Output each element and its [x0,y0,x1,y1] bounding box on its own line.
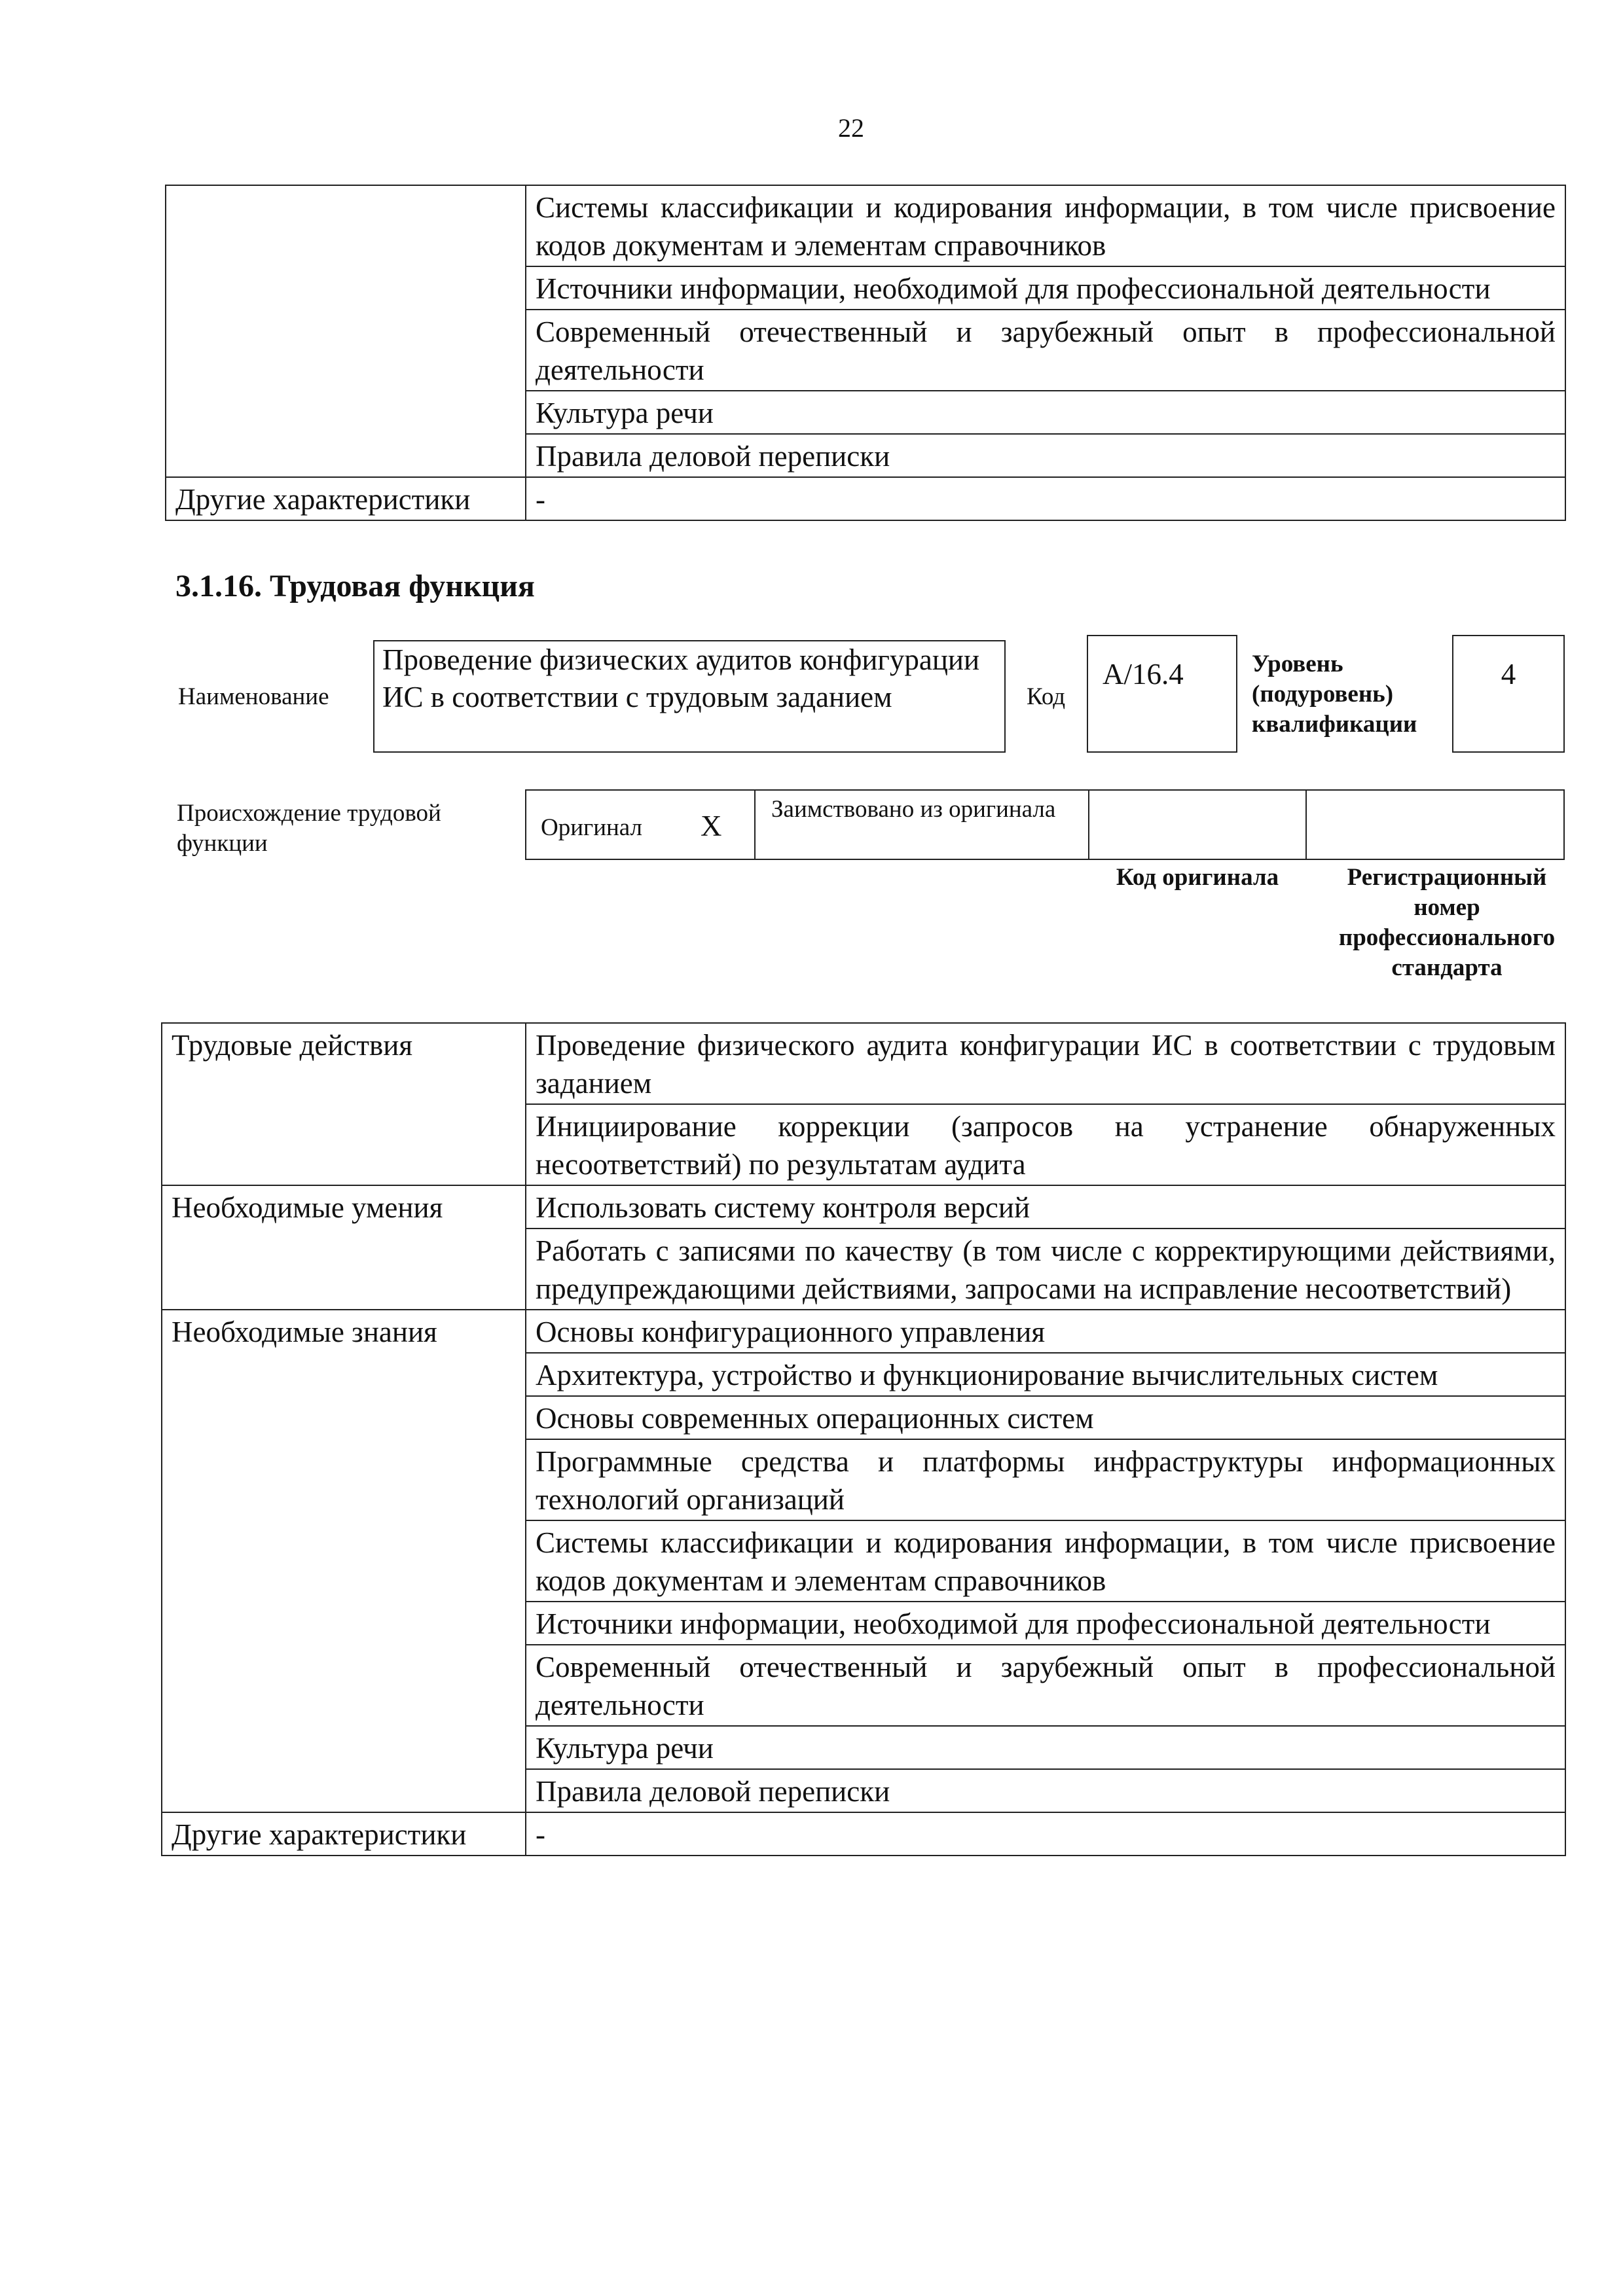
knowledge-item: Культура речи [526,1726,1565,1769]
knowledge-item: Правила деловой переписки [526,1769,1565,1812]
other-characteristics-value: - [526,1812,1565,1856]
code-label: Код [1027,683,1066,710]
knowledge-label-cell [166,185,526,477]
knowledge-item: Основы современных операционных систем [526,1396,1565,1439]
actions-label: Трудовые действия [162,1023,526,1185]
knowledge-item: Системы классификации и кодирования информации, в том числе присвоение кодов документам и элементам справочников [526,1520,1565,1602]
knowledge-item: Источники информации, необходимой для профессиональной деятельности [526,1602,1565,1645]
knowledge-label: Необходимые знания [162,1310,526,1812]
other-characteristics-label: Другие характеристики [162,1812,526,1856]
level-value-box [1452,635,1565,753]
table-row [162,1812,1565,1856]
original-code-caption: Код оригинала [1116,864,1279,891]
page-number: 22 [838,113,864,143]
skills-label: Необходимые умения [162,1185,526,1310]
skill-item: Использовать систему контроля версий [526,1185,1565,1229]
table-row [166,185,1565,266]
original-code-cell [1088,789,1307,860]
name-value: Проведение физических аудитов конфигурации ИС в соответствии с трудовым заданием [382,643,980,713]
origin-label: Происхождение трудовой функции [177,800,441,857]
action-item: Проведение физического аудита конфигурации ИС в соответствии с трудовым заданием [526,1023,1565,1104]
knowledge-item: Системы классификации и кодирования информации, в том числе присвоение кодов документам и элементам справочников [526,185,1565,266]
original-mark: X [701,810,722,842]
labor-function-table [161,1022,1566,1856]
level-value: 4 [1501,658,1516,691]
knowledge-item: Источники информации, необходимой для профессиональной деятельности [526,266,1565,310]
knowledge-item: Правила деловой переписки [526,434,1565,477]
name-value-box [373,640,1006,753]
borrowed-cell [754,789,1089,860]
other-characteristics-value: - [526,477,1565,520]
knowledge-continuation-table [165,185,1566,521]
knowledge-item: Программные средства и платформы инфраструктуры информационных технологий организаций [526,1439,1565,1520]
skill-item: Работать с записями по качеству (в том числе с корректирующими действиями, предупреждающими действиями, запросами на исправление несоответствий) [526,1229,1565,1310]
knowledge-item: Современный отечественный и зарубежный опыт в профессиональной деятельности [526,1645,1565,1726]
level-label: Уровень (подуровень) квалификации [1252,651,1417,738]
action-item: Инициирование коррекции (запросов на устранение обнаруженных несоответствий) по результатам аудита [526,1104,1565,1185]
knowledge-item: Архитектура, устройство и функционирование вычислительных систем [526,1353,1565,1396]
knowledge-item: Основы конфигурационного управления [526,1310,1565,1353]
table-row [162,1310,1565,1353]
original-label: Оригинал [541,814,643,841]
code-value-box [1087,635,1237,753]
table-row [166,477,1565,520]
section-heading: 3.1.16. Трудовая функция [175,569,535,603]
borrowed-label: Заимствовано из оригинала [771,796,1056,823]
knowledge-item: Культура речи [526,391,1565,434]
registration-number-caption: Регистрационный номер профессионального стандарта [1338,864,1556,981]
origin-original-cell [525,789,756,860]
other-characteristics-label: Другие характеристики [166,477,526,520]
table-row [162,1185,1565,1229]
table-row [162,1023,1565,1104]
name-label: Наименование [178,683,329,710]
code-value: A/16.4 [1103,658,1184,691]
knowledge-item: Современный отечественный и зарубежный опыт в профессиональной деятельности [526,310,1565,391]
registration-number-cell [1305,789,1565,860]
